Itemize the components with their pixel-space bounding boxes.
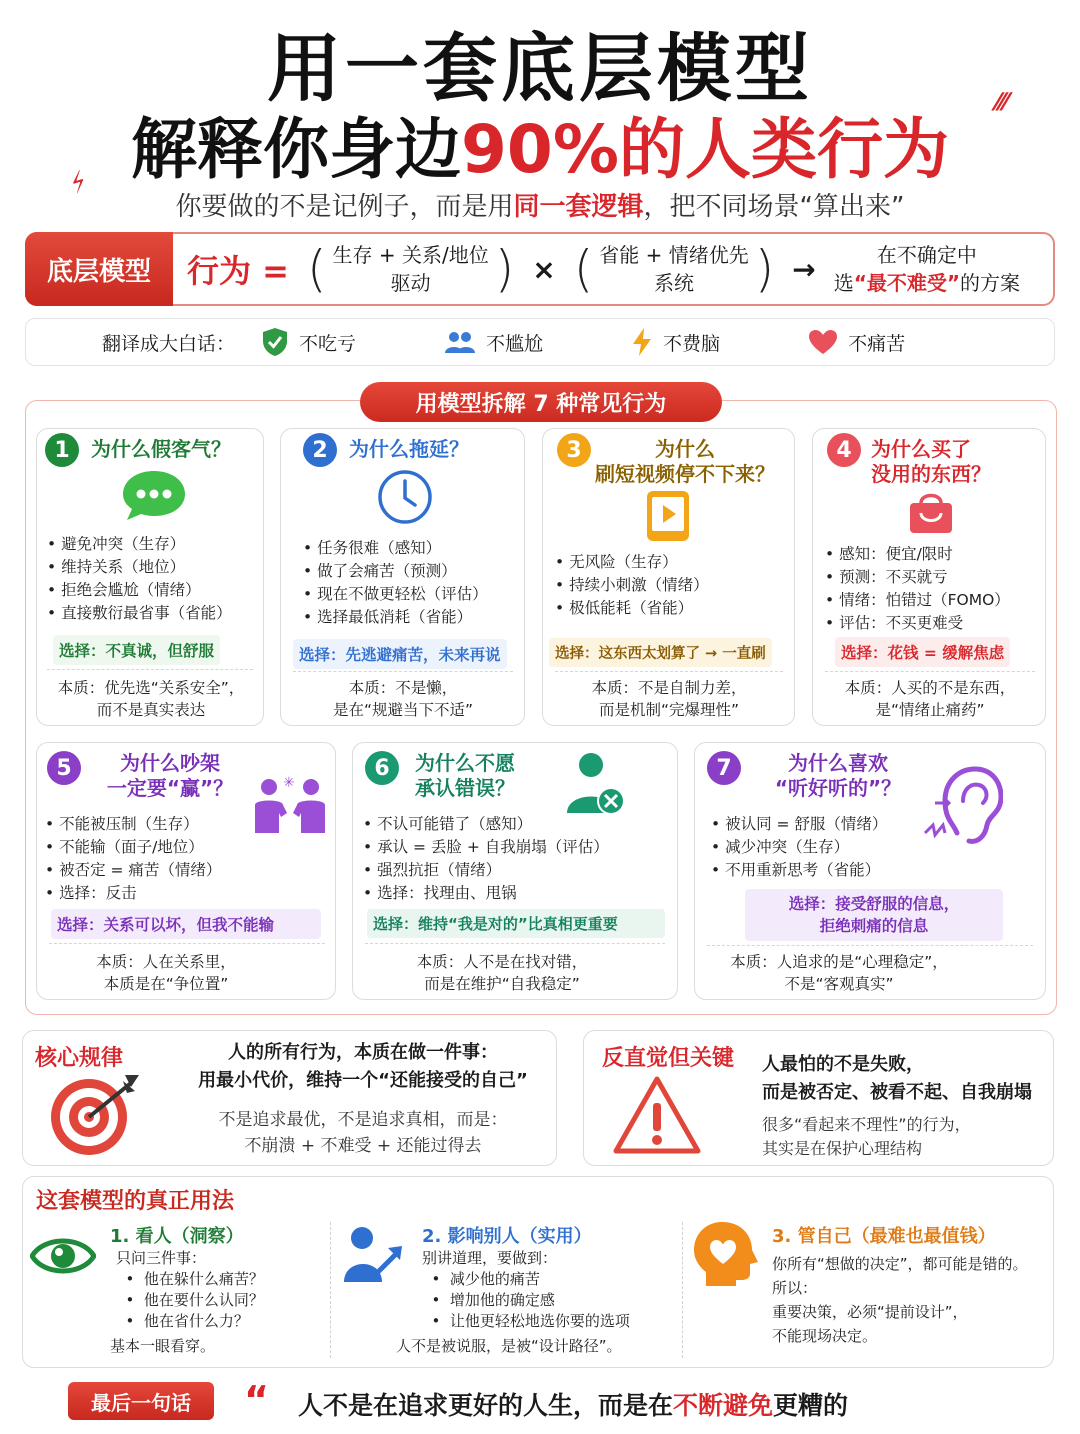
video-play-icon — [645, 489, 691, 543]
card-bullet: • 不能输（面子/地位） — [45, 838, 204, 856]
usage-col2-title: 2. 影响别人（实用） — [422, 1226, 592, 1247]
card-bullet: • 极低能耗（省能） — [555, 599, 694, 617]
card-essence-line2: 本质是在“争位置” — [103, 975, 229, 993]
card-title — [753, 751, 923, 801]
eq-result-line1: 在不确定中 — [876, 243, 977, 267]
card-number-badge: 7 — [707, 751, 741, 785]
translation-item-label: 不尴尬 — [486, 332, 544, 355]
head-heart-icon — [692, 1220, 758, 1286]
core-rule-tag: 核心规律 — [35, 1046, 124, 1071]
card-number-badge: 1 — [45, 433, 79, 467]
eq-result-line2 — [834, 269, 1020, 297]
translation-item-label: 不费脑 — [663, 332, 721, 355]
final-sentence — [298, 1386, 1058, 1422]
model-equation — [187, 234, 1047, 304]
behavior-card-3 — [542, 428, 795, 726]
card-number-badge: 6 — [365, 751, 399, 785]
card-bullets — [825, 543, 1010, 635]
card-choice: 选择：先逃避痛苦，未来再说 — [293, 639, 507, 669]
subtitle-post: ，把不同场景“算出来” — [643, 192, 905, 222]
quote-mark-icon: “ — [244, 1378, 269, 1422]
card-title-line1: 为什么不愿 — [415, 751, 515, 775]
card-choice: 选择：这东西太划算了 → 一直刷 — [549, 638, 772, 667]
card-choice: 选择：花钱 = 缓解焦虑 — [835, 637, 1010, 667]
card-bullet: • 被否定 = 痛苦（情绪） — [45, 861, 222, 879]
card-divider — [293, 671, 513, 672]
core-rule-sub — [173, 1107, 553, 1159]
svg-text:✳: ✳ — [283, 775, 295, 791]
card-bullet: • 拒绝会尴尬（情绪） — [47, 581, 201, 599]
eq-behavior: 行为 = — [187, 252, 289, 290]
counter-intuitive-box — [583, 1030, 1054, 1166]
final-tag: 最后一句话 — [68, 1382, 214, 1420]
eq-group-drive — [327, 241, 495, 297]
card-bullet: • 预测：不买就亏 — [825, 568, 948, 586]
card-bullets — [363, 813, 609, 905]
card-essence — [817, 677, 1043, 721]
shopping-bag-icon — [907, 487, 955, 535]
card-divider — [49, 943, 325, 944]
eye-icon — [30, 1226, 96, 1286]
people-icon — [444, 329, 476, 355]
usage-col1-item: • 他在要什么认同？ — [116, 1291, 264, 1309]
card-number-badge: 5 — [47, 751, 81, 785]
model-formula-box — [25, 232, 1055, 306]
core-rule-line2: 用最小代价，维持一个“还能接受的自己” — [198, 1070, 528, 1091]
usage-col1-text — [116, 1248, 264, 1332]
card-title: 为什么拖延？ — [349, 437, 469, 461]
card-title-line1: 为什么喜欢 — [788, 751, 888, 775]
card-bullet: • 选择最低消耗（省能） — [303, 608, 473, 626]
main-title-line1: 用一套底层模型 — [267, 26, 813, 112]
translation-item-no-awkward — [444, 329, 543, 356]
eq-group-system — [593, 241, 754, 297]
card-title-line1: 为什么买了 — [871, 437, 971, 461]
warning-icon — [612, 1075, 702, 1155]
lightning-icon — [631, 327, 653, 357]
ear-icon — [923, 763, 1003, 849]
usage-divider — [330, 1222, 331, 1358]
usage-title: 这套模型的真正用法 — [36, 1189, 235, 1214]
card-title-line1: 为什么 — [655, 437, 715, 461]
card-bullet: • 直接敷衍最省事（省能） — [47, 604, 232, 622]
heart-icon — [808, 329, 838, 355]
core-rule-line3: 不是追求最优，不是追求真相，而是： — [218, 1110, 508, 1130]
card-bullet: • 选择：反击 — [45, 884, 137, 902]
card-divider — [707, 945, 1033, 946]
card-divider — [365, 943, 665, 944]
card-title-line2: 刷短视频停不下来？ — [595, 462, 775, 486]
card-bullet: • 不能被压制（生存） — [45, 815, 199, 833]
card-essence-line2: 而是机制“完爆理性” — [598, 701, 740, 719]
person-reject-icon — [565, 751, 629, 817]
behavior-card-5 — [36, 742, 336, 1000]
behaviors-section-tag: 用模型拆解 7 种常见行为 — [360, 382, 722, 422]
card-essence-line2: 不是“客观真实” — [784, 975, 894, 993]
core-rule-box — [22, 1030, 557, 1166]
usage-divider — [682, 1222, 683, 1358]
behavior-card-6 — [352, 742, 678, 1000]
card-title — [95, 751, 245, 801]
card-divider — [555, 671, 783, 672]
eq-result-post: 的方案 — [960, 271, 1020, 295]
usage-col2-item: • 增加他的确定感 — [422, 1291, 555, 1309]
title-line2-prefix: 解释你身边 — [131, 111, 461, 188]
usage-col3-title: 3. 管自己（最难也最值钱） — [772, 1226, 996, 1247]
arguing-people-icon — [251, 773, 329, 839]
card-essence — [41, 951, 291, 995]
card-essence-line2: 是“情绪止痛药” — [875, 701, 985, 719]
counter-intuitive-tag: 反直觉但关键 — [602, 1046, 735, 1071]
card-essence-line1: 本质：优先选“关系安全”， — [57, 679, 245, 697]
counter-sub — [762, 1113, 971, 1161]
card-essence-line1: 本质：不是自制力差， — [591, 679, 747, 697]
card-bullet: • 不认可能错了（感知） — [363, 815, 533, 833]
eq-arrow: → — [792, 252, 816, 286]
counter-line4: 其实是在保护心理结构 — [762, 1139, 923, 1158]
model-tag: 底层模型 — [25, 232, 173, 306]
eq-result-pre: 选 — [833, 271, 854, 295]
card-bullet: • 持续小刺激（情绪） — [555, 576, 709, 594]
card-bullets — [47, 533, 232, 625]
translation-row — [25, 318, 1055, 366]
card-bullet: • 任务很难（感知） — [303, 539, 442, 557]
card-essence — [699, 951, 979, 995]
chat-bubble-icon — [121, 469, 187, 521]
card-essence — [41, 677, 261, 721]
card-essence-line1: 本质：不是懒， — [348, 679, 458, 697]
translation-label: 翻译成大白话： — [102, 332, 236, 355]
card-divider — [47, 669, 253, 670]
usage-col1-item: • 他在省什么力？ — [116, 1312, 249, 1330]
eq-group-drive-line2: 驱动 — [390, 271, 431, 295]
card-essence-line1: 本质：人在关系里， — [96, 953, 236, 971]
paren-open-1: ( — [307, 240, 327, 298]
card-number-badge: 4 — [827, 433, 861, 467]
usage-col2-intro: 别讲道理，要做到： — [422, 1249, 558, 1267]
usage-col2-text — [422, 1248, 630, 1332]
card-bullet: • 避免冲突（生存） — [47, 535, 186, 553]
card-title-line2: 一定要“赢”？ — [106, 776, 234, 800]
final-sentence-highlight: 不断避免 — [673, 1391, 774, 1420]
target-icon — [45, 1071, 141, 1159]
usage-col3-line4: 不能现场决定。 — [772, 1327, 878, 1345]
usage-col2-item: • 让他更轻松地选你要的选项 — [422, 1312, 630, 1330]
card-title — [415, 751, 515, 801]
paren-open-2: ( — [573, 240, 594, 298]
card-essence-line1: 本质：人追求的是“心理稳定”， — [730, 953, 948, 971]
paren-close-1: ) — [494, 240, 515, 298]
title-line2-highlight: 90%的人类行为 — [461, 111, 949, 188]
counter-main — [762, 1051, 1032, 1107]
card-essence-line1: 本质：人不是在找对错， — [416, 953, 588, 971]
usage-col3-text — [772, 1252, 1028, 1348]
person-influence-icon — [342, 1224, 406, 1284]
card-essence-line2: 而不是真实表达 — [96, 701, 206, 719]
card-bullets — [711, 813, 887, 882]
card-bullet: • 减少冲突（生存） — [711, 838, 850, 856]
eq-group-system-line2: 系统 — [653, 271, 694, 295]
subtitle-highlight: 同一套逻辑 — [513, 192, 644, 222]
translation-item-no-pain — [808, 329, 905, 356]
card-choice: 选择：维持“我是对的”比真相更重要 — [367, 909, 665, 938]
core-rule-line1: 人的所有行为，本质在做一件事： — [228, 1042, 498, 1063]
usage-col3-line3: 重要决策，必须“提前设计”， — [772, 1303, 968, 1321]
counter-line3: 很多“看起来不理性”的行为， — [762, 1115, 971, 1134]
behavior-card-7 — [694, 742, 1046, 1000]
eq-group-drive-line1: 生存 + 关系/地位 — [332, 243, 489, 267]
card-bullet: • 被认同 = 舒服（情绪） — [711, 815, 888, 833]
card-title-line2: 承认错误？ — [415, 776, 515, 800]
main-title-line2 — [0, 96, 1080, 191]
card-bullets — [555, 551, 709, 620]
card-divider — [825, 671, 1035, 672]
card-choice-line1: 选择：接受舒服的信息， — [788, 895, 960, 913]
card-bullet: • 无风险（生存） — [555, 553, 678, 571]
card-choice: 选择：关系可以坏，但我不能输 — [51, 909, 321, 939]
usage-col1-end: 基本一眼看穿。 — [110, 1337, 216, 1355]
card-bullet: • 选择：找理由、甩锅 — [363, 884, 517, 902]
card-title-line1: 为什么吵架 — [120, 751, 220, 775]
clock-icon — [377, 469, 433, 525]
card-essence — [285, 677, 521, 721]
usage-col1-item: • 他在躲什么痛苦？ — [116, 1270, 264, 1288]
card-bullet: • 承认 = 丢脸 + 自我崩塌（评估） — [363, 838, 609, 856]
card-bullet: • 不用重新思考（省能） — [711, 861, 881, 879]
counter-line1: 人最怕的不是失败， — [762, 1054, 924, 1075]
card-bullet: • 做了会痛苦（预测） — [303, 562, 457, 580]
translation-item-label: 不痛苦 — [848, 332, 906, 355]
card-title — [871, 437, 991, 487]
card-bullet: • 情绪：怕错过（FOMO） — [825, 591, 1010, 609]
usage-col3-line1: 你所有“想做的决定”，都可能是错的。 — [772, 1255, 1028, 1273]
usage-col3-line2: 所以： — [772, 1279, 818, 1297]
card-essence — [357, 951, 647, 995]
spark-decoration-right: ⁄⁄⁄ — [996, 88, 1009, 116]
usage-col1-intro: 只问三件事： — [116, 1249, 207, 1267]
card-essence-line2: 而是在维护“自我稳定” — [424, 975, 580, 993]
card-bullet: • 评估：不买更难受 — [825, 614, 964, 632]
counter-line2: 而是被否定、被看不起、自我崩塌 — [762, 1082, 1032, 1103]
eq-result — [834, 241, 1020, 297]
final-sentence-post: 更糟的 — [773, 1391, 849, 1420]
usage-col2-item: • 减少他的痛苦 — [422, 1270, 540, 1288]
card-choice-line2: 拒绝刺痛的信息 — [819, 917, 929, 935]
final-sentence-pre: 人不是在追求更好的人生，而是在 — [298, 1391, 674, 1420]
subtitle — [0, 186, 1080, 223]
behavior-card-2 — [280, 428, 525, 726]
eq-result-highlight: “最不难受” — [853, 271, 960, 295]
behavior-card-1 — [36, 428, 264, 726]
card-bullet: • 维持关系（地位） — [47, 558, 186, 576]
card-title: 为什么假客气？ — [91, 437, 231, 461]
card-title-line2: “听好听的”？ — [774, 776, 902, 800]
card-choice — [745, 889, 1003, 941]
card-essence-line1: 本质：人买的不是东西， — [844, 679, 1016, 697]
card-choice: 选择：不真诚，但舒服 — [53, 635, 220, 665]
card-number-badge: 3 — [557, 433, 591, 467]
behavior-card-4 — [812, 428, 1046, 726]
paren-close-2: ) — [754, 240, 775, 298]
card-title — [593, 437, 777, 487]
card-bullet: • 感知：便宜/限时 — [825, 545, 953, 563]
usage-col2-end: 人不是被说服，是被“设计路径”。 — [396, 1337, 622, 1355]
card-bullet: • 强烈抗拒（情绪） — [363, 861, 502, 879]
card-bullets — [303, 537, 488, 629]
core-rule-line4: 不崩溃 + 不难受 + 还能过得去 — [244, 1136, 482, 1156]
shield-check-icon — [261, 327, 289, 357]
translation-item-no-loss — [261, 327, 356, 357]
usage-col1-title: 1. 看人（洞察） — [110, 1226, 244, 1247]
translation-item-no-brain — [631, 327, 720, 357]
card-bullets — [45, 813, 221, 905]
eq-group-system-line1: 省能 + 情绪优先 — [599, 243, 749, 267]
card-number-badge: 2 — [303, 433, 337, 467]
card-title-line2: 没用的东西？ — [871, 462, 991, 486]
eq-times: × — [532, 252, 556, 286]
card-bullet: • 现在不做更轻松（评估） — [303, 585, 488, 603]
card-essence — [547, 677, 791, 721]
core-rule-main — [173, 1039, 553, 1095]
translation-item-label: 不吃亏 — [299, 332, 357, 355]
subtitle-pre: 你要做的不是记例子，而是用 — [175, 192, 514, 222]
spark-decoration-left: ⚡ — [63, 165, 95, 201]
card-essence-line2: 是在“规避当下不适” — [332, 701, 474, 719]
